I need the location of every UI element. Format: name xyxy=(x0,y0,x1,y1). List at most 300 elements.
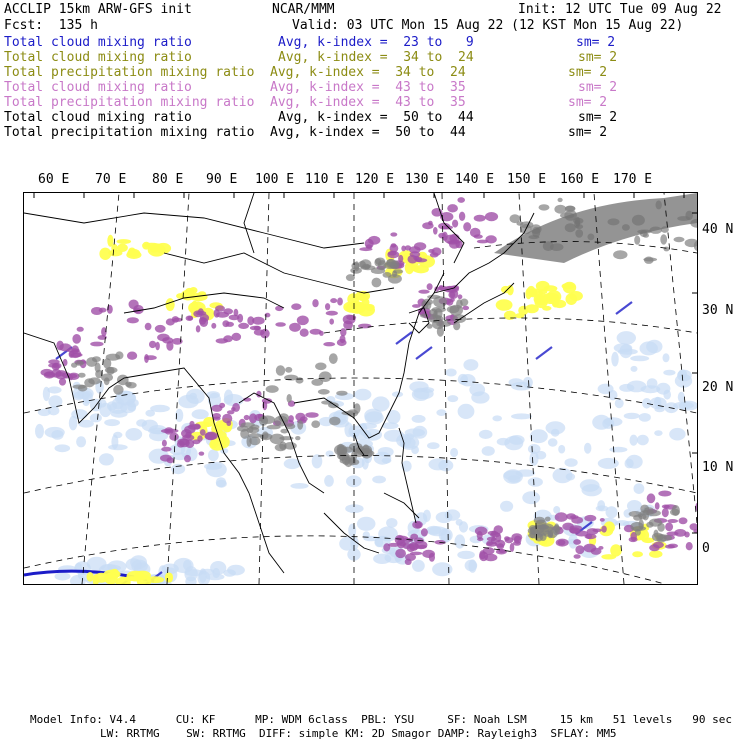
forecast-hour: Fcst: 135 h xyxy=(4,18,98,33)
cloud-light-blue xyxy=(630,356,649,362)
precip-purple xyxy=(586,533,592,539)
cloud-light-blue xyxy=(492,415,502,421)
precip-purple xyxy=(667,519,678,523)
precip-yellow xyxy=(143,243,160,248)
cloud-gray xyxy=(266,385,279,393)
field-k-index: Avg, k-index = 43 to 35 xyxy=(270,80,466,95)
cloud-light-blue xyxy=(647,378,658,389)
precip-yellow xyxy=(610,544,622,556)
precip-purple xyxy=(275,322,286,327)
lon-label: 150 E xyxy=(507,172,547,187)
init-time: Init: 12 UTC Tue 09 Aug 22 xyxy=(518,2,722,17)
precip-purple xyxy=(584,515,596,522)
cloud-light-blue xyxy=(598,458,619,469)
precip-purple xyxy=(388,543,399,547)
cloud-light-blue xyxy=(663,353,670,362)
precip-purple xyxy=(418,290,429,294)
precip-purple xyxy=(216,312,229,318)
cloud-light-blue xyxy=(224,390,233,405)
precip-purple xyxy=(475,527,488,536)
cloud-light-blue xyxy=(421,387,434,393)
cloud-gray xyxy=(337,444,345,455)
precip-purple xyxy=(59,378,66,386)
cloud-gray xyxy=(660,234,667,244)
cloud-blue-streak xyxy=(416,347,432,359)
cloud-light-blue xyxy=(412,560,425,572)
cloud-gray xyxy=(348,457,356,465)
cloud-light-blue xyxy=(582,484,602,496)
cloud-gray xyxy=(104,377,110,385)
precip-purple xyxy=(629,537,638,542)
cloud-light-blue xyxy=(82,391,92,404)
cloud-light-blue xyxy=(503,469,523,484)
precip-purple xyxy=(570,528,579,534)
cloud-light-blue xyxy=(324,475,334,487)
cloud-light-blue xyxy=(598,384,614,395)
precip-purple xyxy=(325,303,330,310)
cloud-light-blue xyxy=(511,413,532,419)
field-name: Total cloud mixing ratio xyxy=(4,35,192,50)
cloud-gray xyxy=(78,385,88,392)
cloud-light-blue xyxy=(639,413,651,422)
precip-purple xyxy=(166,429,179,433)
cloud-gray xyxy=(113,385,123,395)
cloud-gray xyxy=(329,353,338,364)
cloud-light-blue xyxy=(104,419,120,426)
precip-purple xyxy=(340,328,346,336)
cloud-light-blue xyxy=(204,463,222,470)
precip-yellow xyxy=(413,266,420,271)
cloud-light-blue xyxy=(654,430,662,436)
cloud-light-blue xyxy=(611,352,618,367)
cloud-gray xyxy=(284,442,297,450)
meridian-line xyxy=(442,193,449,584)
field-k-index: Avg, k-index = 23 to 9 xyxy=(278,35,474,50)
cloud-gray xyxy=(240,429,249,439)
precip-purple xyxy=(160,455,172,462)
precip-yellow xyxy=(190,287,198,294)
precip-purple xyxy=(59,343,71,351)
cloud-gray xyxy=(654,530,659,538)
cloud-light-blue xyxy=(677,370,692,382)
precip-yellow xyxy=(99,248,111,260)
cloud-gray xyxy=(558,198,563,202)
precip-purple xyxy=(438,233,446,239)
precip-purple xyxy=(395,549,406,558)
cloud-gray xyxy=(103,358,111,368)
precip-purple xyxy=(182,434,194,440)
precip-purple xyxy=(449,234,459,243)
cloud-light-blue xyxy=(482,446,495,456)
cloud-light-blue xyxy=(208,449,219,461)
precip-purple xyxy=(337,298,343,306)
cloud-light-blue xyxy=(290,483,308,489)
cloud-light-blue xyxy=(357,517,376,531)
precip-purple xyxy=(429,553,435,562)
precip-yellow xyxy=(126,251,141,259)
cloud-gray xyxy=(643,258,657,262)
lat-label: 10 N xyxy=(702,460,734,475)
cloud-gray xyxy=(346,274,355,281)
precip-purple xyxy=(658,491,671,497)
cloud-gray xyxy=(249,437,260,446)
precip-purple xyxy=(127,352,137,360)
cloud-light-blue xyxy=(609,447,627,453)
precip-purple xyxy=(427,283,433,290)
cloud-light-blue xyxy=(55,444,71,452)
precip-purple xyxy=(401,246,406,252)
cloud-gray xyxy=(539,204,550,210)
map-panel xyxy=(23,192,698,585)
cloud-light-blue xyxy=(76,436,86,447)
precip-purple xyxy=(430,252,439,257)
cloud-gray xyxy=(276,365,285,376)
cloud-gray xyxy=(646,510,661,516)
cloud-light-blue xyxy=(208,393,221,407)
precip-purple xyxy=(305,412,318,418)
cloud-light-blue xyxy=(387,410,401,424)
cloud-light-blue xyxy=(630,435,638,446)
precip-purple xyxy=(129,300,139,310)
cloud-gray xyxy=(267,425,281,430)
cloud-light-blue xyxy=(522,491,540,504)
precip-purple xyxy=(244,415,250,420)
cloud-light-blue xyxy=(627,500,642,512)
precip-purple xyxy=(291,303,301,310)
field-smoothing: sm= 2 xyxy=(568,65,608,80)
precip-purple xyxy=(90,342,103,347)
field-k-index: Avg, k-index = 43 to 35 xyxy=(270,95,466,110)
cloud-light-blue xyxy=(35,424,44,439)
precip-purple xyxy=(149,341,156,348)
cloud-blue-streak xyxy=(616,302,632,314)
cloud-light-blue xyxy=(185,569,204,576)
coastline xyxy=(24,213,364,248)
precip-purple xyxy=(55,372,65,376)
cloud-light-blue xyxy=(447,395,458,402)
cloud-light-blue xyxy=(604,417,623,426)
precip-yellow xyxy=(563,282,576,294)
cloud-light-blue xyxy=(450,448,458,457)
precip-purple xyxy=(505,537,514,543)
precip-purple xyxy=(433,227,438,235)
field-smoothing: sm= 2 xyxy=(576,35,616,50)
lat-label: 30 N xyxy=(702,303,734,318)
precip-purple xyxy=(684,532,690,538)
precip-purple xyxy=(686,542,693,550)
cloud-gray xyxy=(657,523,665,532)
cloud-gray xyxy=(375,258,385,266)
cloud-light-blue xyxy=(640,341,658,355)
cloud-light-blue xyxy=(227,565,245,576)
cloud-gray xyxy=(297,420,303,430)
cloud-gray xyxy=(295,436,300,440)
cloud-light-blue xyxy=(201,569,215,575)
lon-label: 130 E xyxy=(405,172,445,187)
field-name: Total cloud mixing ratio xyxy=(4,50,192,65)
cloud-light-blue xyxy=(339,537,355,551)
cloud-light-blue xyxy=(469,383,485,396)
cloud-gray xyxy=(670,509,680,516)
precip-purple xyxy=(343,315,356,325)
cloud-light-blue xyxy=(631,366,638,372)
precip-purple xyxy=(474,234,483,238)
cloud-gray xyxy=(545,517,551,522)
model-info-line1: Model Info: V4.4 CU: KF MP: WDM 6class PBL: YSU SF: Noah LSM 15 km 51 levels 90 sec xyxy=(30,713,732,726)
precip-purple xyxy=(323,342,335,346)
precip-purple xyxy=(573,539,581,545)
precip-purple xyxy=(555,512,568,522)
cloud-gray xyxy=(371,267,385,274)
cloud-light-blue xyxy=(642,398,651,409)
model-info-line2: LW: RRTMG SW: RRTMG DIFF: simple KM: 2D Smagor DAMP: Rayleigh3 SFLAY: MM5 xyxy=(100,727,617,740)
cloud-gray xyxy=(437,326,444,336)
precip-purple xyxy=(247,316,254,325)
cloud-light-blue xyxy=(125,428,142,441)
cloud-light-blue xyxy=(43,387,50,401)
cloud-light-blue xyxy=(130,555,147,569)
field-name: Total precipitation mixing ratio xyxy=(4,95,255,110)
precip-purple xyxy=(48,359,60,364)
precip-purple xyxy=(415,541,428,549)
precip-purple xyxy=(289,323,301,332)
precip-purple xyxy=(566,513,576,519)
cloud-gray xyxy=(436,316,442,321)
cloud-light-blue xyxy=(620,344,633,358)
cloud-gray xyxy=(449,305,463,316)
cloud-gray xyxy=(685,239,697,247)
precip-purple xyxy=(145,323,152,330)
precip-purple xyxy=(144,354,149,363)
precip-purple xyxy=(237,314,243,323)
field-smoothing: sm= 2 xyxy=(568,125,608,140)
cloud-light-blue xyxy=(446,369,457,377)
precip-yellow xyxy=(166,298,175,311)
precip-purple xyxy=(513,541,521,546)
cloud-light-blue xyxy=(99,453,114,465)
cloud-gray xyxy=(78,373,86,378)
cloud-light-blue xyxy=(432,562,452,576)
lon-label: 170 E xyxy=(613,172,653,187)
cloud-light-blue xyxy=(663,370,675,376)
cloud-gray xyxy=(315,363,326,371)
lon-label: 160 E xyxy=(560,172,600,187)
cloud-light-blue xyxy=(565,458,578,467)
precip-purple xyxy=(662,508,669,517)
cloud-gray xyxy=(296,377,304,383)
precip-purple xyxy=(410,552,422,556)
cloud-gray xyxy=(336,391,347,396)
cloud-gray xyxy=(318,389,330,395)
cloud-gray xyxy=(287,394,292,403)
cloud-gray xyxy=(630,522,643,532)
precip-purple xyxy=(584,544,597,553)
field-smoothing: sm= 2 xyxy=(578,50,618,65)
lon-label: 70 E xyxy=(95,172,127,187)
cloud-light-blue xyxy=(429,458,448,470)
precip-purple xyxy=(162,337,173,343)
cloud-light-blue xyxy=(372,476,386,484)
cloud-gray xyxy=(351,262,359,269)
precip-purple xyxy=(487,537,497,542)
cloud-light-blue xyxy=(178,395,198,408)
cloud-light-blue xyxy=(69,416,78,431)
precip-purple xyxy=(474,215,486,222)
lon-label: 80 E xyxy=(152,172,184,187)
cloud-light-blue xyxy=(529,451,538,465)
precip-purple xyxy=(340,335,346,343)
cloud-light-blue xyxy=(634,483,645,494)
precip-yellow xyxy=(649,550,662,558)
cloud-light-blue xyxy=(423,510,431,522)
precip-purple xyxy=(226,421,231,426)
precip-purple xyxy=(234,309,239,316)
cloud-gray xyxy=(565,206,576,213)
lon-label: 100 E xyxy=(255,172,295,187)
precip-purple xyxy=(452,220,458,228)
cloud-gray xyxy=(427,295,440,299)
precip-purple xyxy=(330,298,337,303)
field-name: Total precipitation mixing ratio xyxy=(4,125,255,140)
precip-purple xyxy=(172,316,179,323)
precip-purple xyxy=(194,424,201,430)
cloud-light-blue xyxy=(55,572,71,580)
field-smoothing: sm= 2 xyxy=(578,80,618,95)
precip-yellow xyxy=(496,299,513,311)
precip-purple xyxy=(575,545,584,554)
cloud-light-blue xyxy=(625,459,634,469)
lon-label: 120 E xyxy=(355,172,395,187)
cloud-light-blue xyxy=(162,564,179,575)
cloud-light-blue xyxy=(584,443,591,454)
precip-purple xyxy=(288,415,294,422)
cloud-light-blue xyxy=(596,505,609,511)
cloud-light-blue xyxy=(411,446,419,454)
cloud-light-blue xyxy=(145,410,155,417)
precip-purple xyxy=(226,322,234,327)
precip-purple xyxy=(211,323,216,329)
precip-purple xyxy=(312,299,318,307)
cloud-light-blue xyxy=(386,518,397,528)
precip-yellow xyxy=(515,313,524,318)
precip-purple xyxy=(490,532,500,537)
precip-purple xyxy=(91,307,103,315)
precip-purple xyxy=(458,294,463,299)
precip-purple xyxy=(592,529,602,533)
field-k-index: Avg, k-index = 34 to 24 xyxy=(270,65,466,80)
cloud-gray xyxy=(125,382,132,387)
precip-yellow xyxy=(501,286,511,293)
cloud-light-blue xyxy=(619,384,634,392)
cloud-light-blue xyxy=(216,477,226,487)
cloud-gray xyxy=(329,417,340,426)
cloud-light-blue xyxy=(617,331,636,345)
precip-purple xyxy=(486,541,493,546)
precip-purple xyxy=(199,452,205,456)
cloud-gray xyxy=(241,422,255,427)
cloud-light-blue xyxy=(348,524,356,538)
cloud-gray xyxy=(554,205,566,214)
cloud-light-blue xyxy=(382,422,399,429)
cloud-light-blue xyxy=(669,428,685,441)
precip-purple xyxy=(155,325,166,333)
precip-purple xyxy=(647,493,656,503)
precip-purple xyxy=(189,421,194,427)
cloud-gray xyxy=(436,321,451,327)
cloud-light-blue xyxy=(458,404,475,419)
precip-purple xyxy=(72,334,81,344)
precip-purple xyxy=(459,212,465,221)
precip-purple xyxy=(275,306,283,311)
precip-purple xyxy=(197,435,202,442)
precip-purple xyxy=(665,522,673,531)
precip-purple xyxy=(428,221,433,226)
precip-yellow xyxy=(504,311,516,320)
cloud-gray xyxy=(92,356,101,362)
cloud-light-blue xyxy=(500,501,513,512)
precip-purple xyxy=(390,232,397,236)
precip-purple xyxy=(300,329,309,337)
precip-purple xyxy=(161,447,171,452)
precip-purple xyxy=(415,257,423,263)
map-canvas xyxy=(24,193,697,584)
coastline xyxy=(244,193,254,253)
cloud-light-blue xyxy=(468,559,476,572)
cloud-light-blue xyxy=(112,398,124,410)
precip-purple xyxy=(213,417,221,421)
precip-purple xyxy=(600,518,605,522)
precip-purple xyxy=(232,333,242,341)
precip-yellow xyxy=(632,551,643,557)
cloud-light-blue xyxy=(566,473,575,480)
cloud-light-blue xyxy=(412,415,426,423)
precip-purple xyxy=(200,429,206,436)
lat-label: 40 N xyxy=(702,222,734,237)
cloud-light-blue xyxy=(51,430,63,440)
precip-yellow xyxy=(543,293,560,304)
cloud-light-blue xyxy=(479,430,493,439)
cloud-gray xyxy=(383,272,392,278)
cloud-gray xyxy=(347,409,358,416)
precip-purple xyxy=(451,285,459,290)
precip-purple xyxy=(366,244,373,248)
precip-yellow xyxy=(209,439,226,451)
lon-label: 140 E xyxy=(455,172,495,187)
cloud-light-blue xyxy=(354,389,371,401)
meridian-line xyxy=(167,193,189,584)
cloud-gray xyxy=(386,259,396,266)
cloud-light-blue xyxy=(459,521,468,532)
field-k-index: Avg, k-index = 50 to 44 xyxy=(278,110,474,125)
precip-purple xyxy=(368,236,380,245)
precip-yellow xyxy=(165,572,172,582)
precip-purple xyxy=(238,323,249,329)
field-k-index: Avg, k-index = 34 to 24 xyxy=(278,50,474,65)
cloud-light-blue xyxy=(382,458,392,464)
precip-purple xyxy=(649,544,660,551)
precip-purple xyxy=(497,543,504,549)
precip-yellow xyxy=(544,285,558,291)
cloud-light-blue xyxy=(530,429,548,443)
precip-purple xyxy=(655,502,660,509)
precip-purple xyxy=(219,403,225,408)
precip-purple xyxy=(447,204,458,212)
precip-purple xyxy=(405,559,412,565)
cloud-gray xyxy=(115,351,123,359)
precip-purple xyxy=(326,311,338,316)
precip-purple xyxy=(295,413,305,421)
cloud-gray xyxy=(285,367,292,373)
